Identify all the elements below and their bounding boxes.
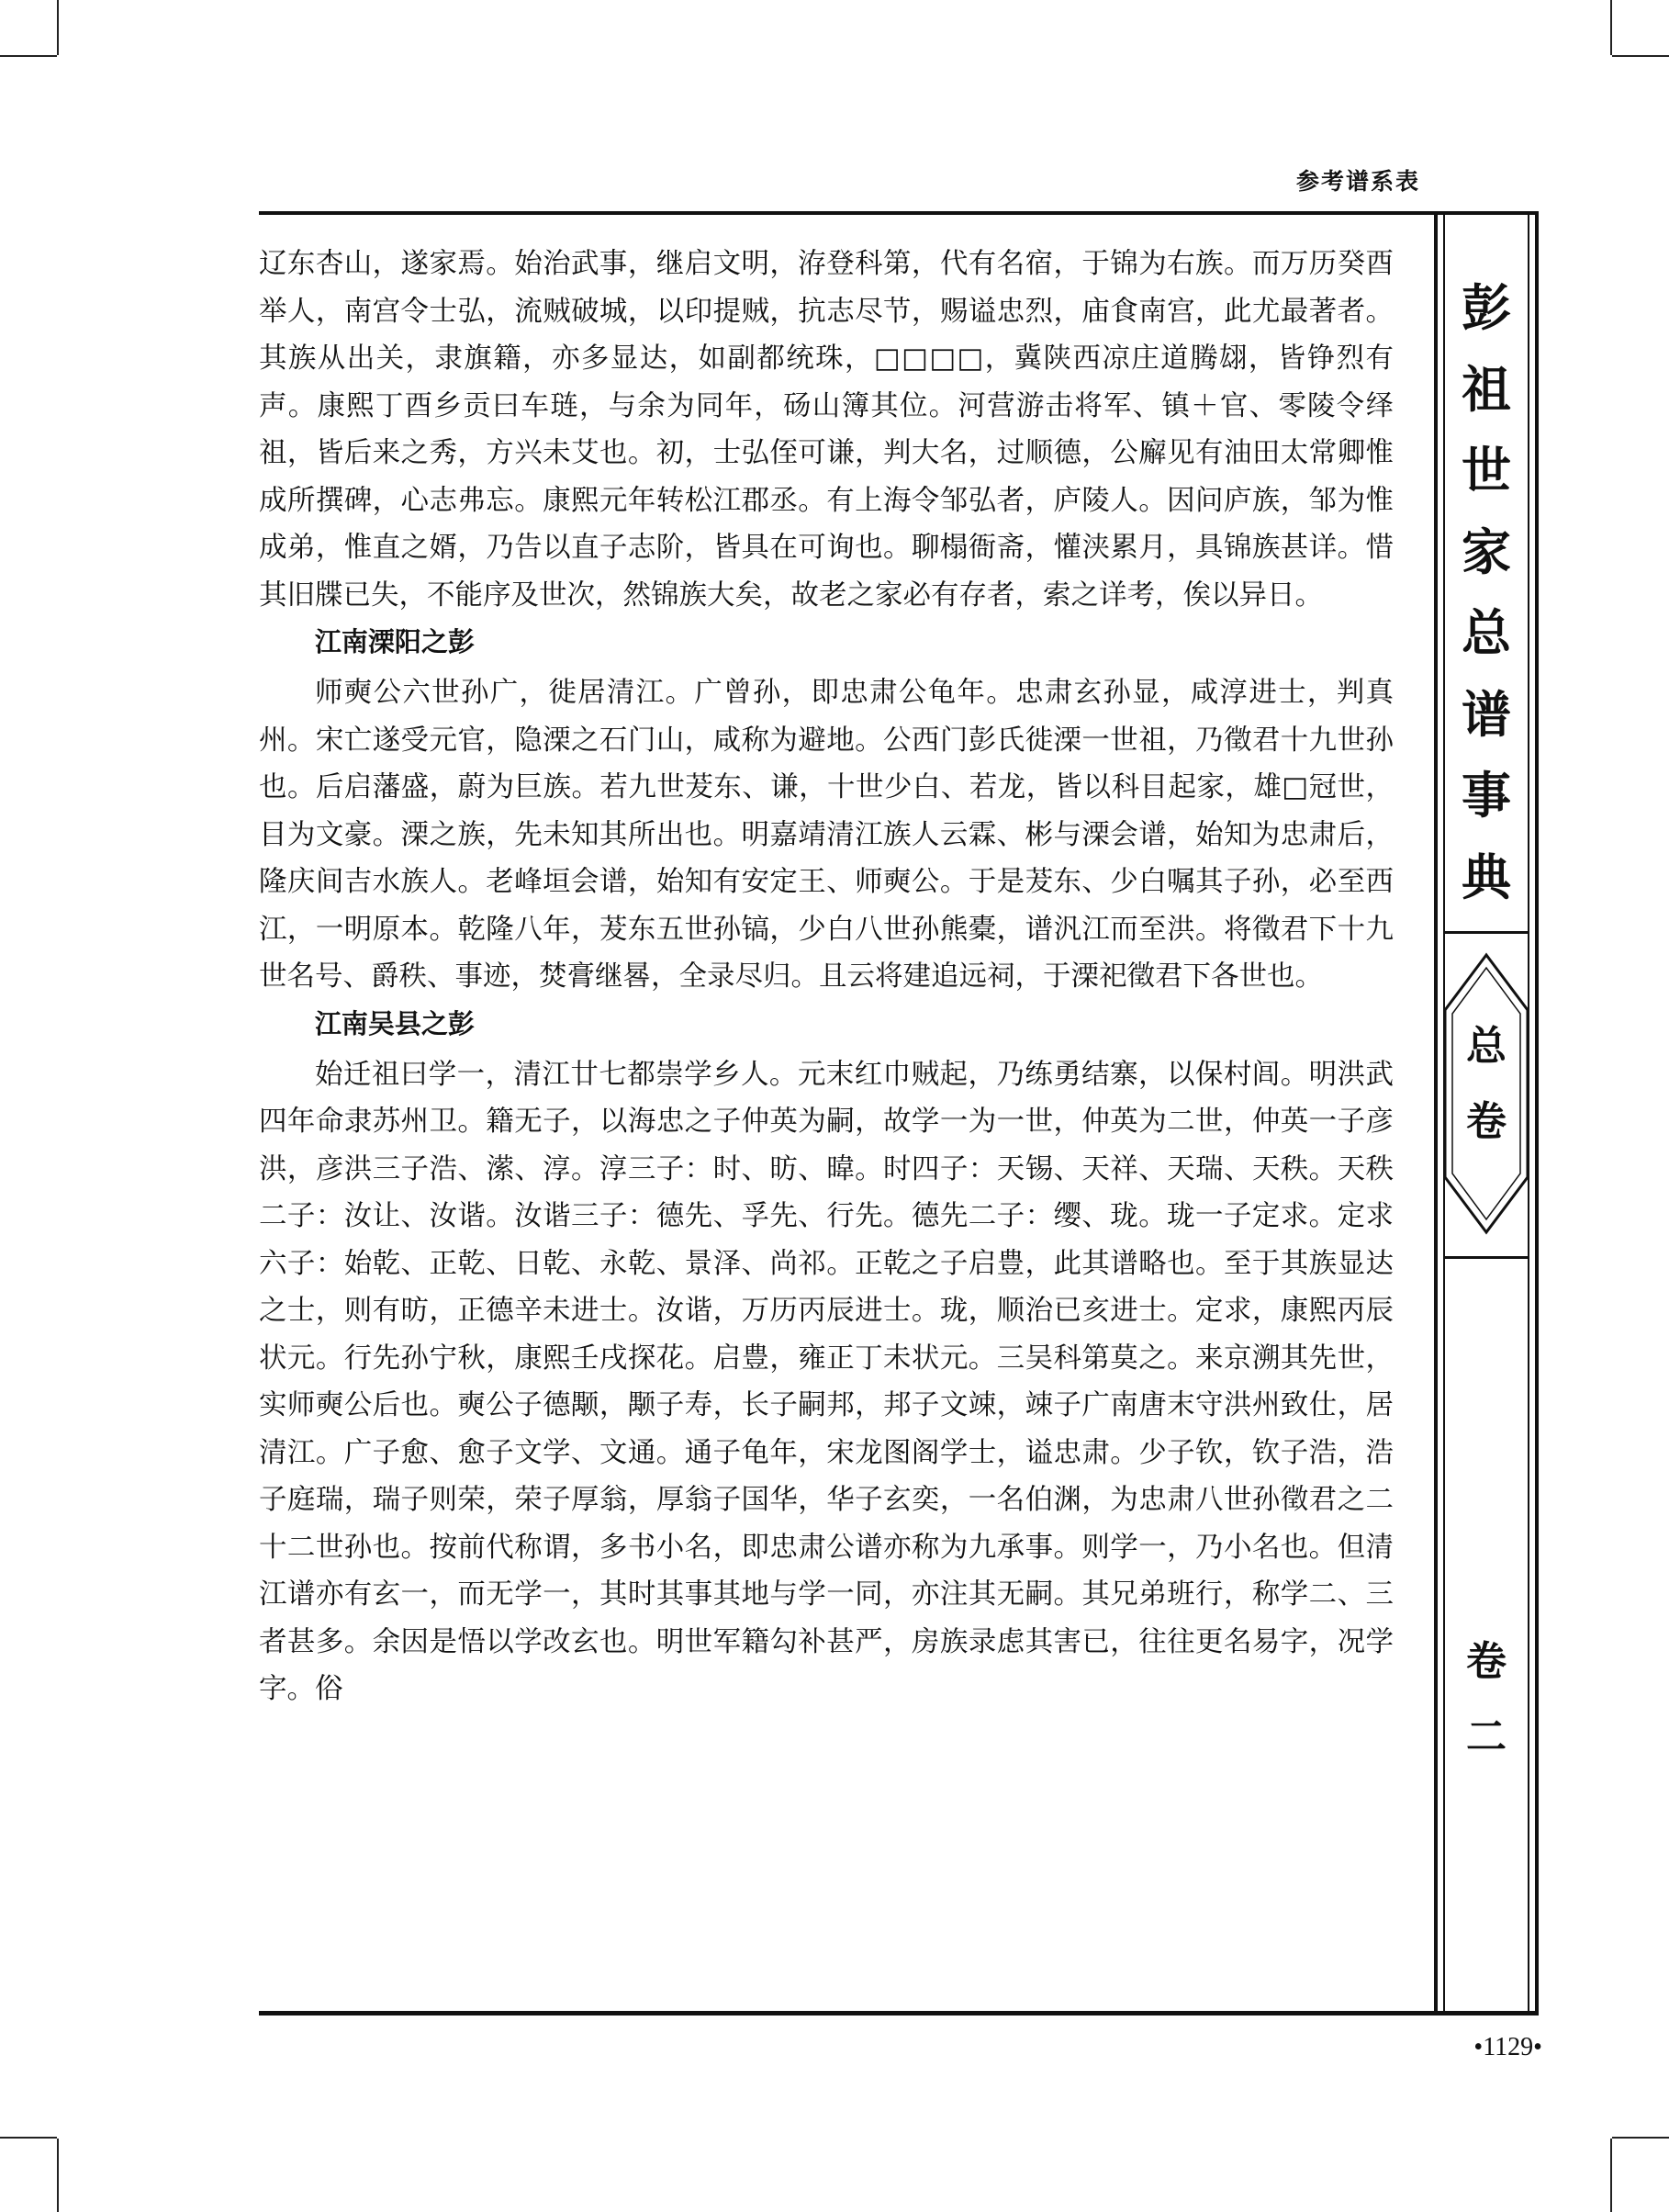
section-heading: 江南吴县之彭 xyxy=(314,1007,475,1039)
volume-char: 二 xyxy=(1466,1713,1507,1760)
sidebar-divider xyxy=(1443,931,1529,934)
section-char: 卷 xyxy=(1466,1098,1507,1145)
sidebar-volume-label xyxy=(1443,1634,1529,1765)
sidebar-book-title xyxy=(1443,268,1529,918)
title-char: 事 xyxy=(1462,767,1511,825)
sidebar-divider xyxy=(1443,1256,1529,1259)
title-char: 世 xyxy=(1462,442,1511,500)
title-char: 总 xyxy=(1462,604,1511,662)
title-char: 家 xyxy=(1462,522,1511,581)
paragraph: 始迁祖曰学一，清江廿七都崇学乡人。元末红巾贼起，乃练勇结寨，以保村闾。明洪武四年命隶苏州卫。籍无子，以海忠之子仲英为嗣，故学一为一世，仲英为二世，仲英一子彦洪，彦洪三子浩、潆、淳。淳三子：时、昉、暐。时四子：天锡、天祥、天瑞、天秩。天秩二子：汝让、汝谐。汝谐三子：德先、孚先、行先。德先二子：缨、珑。珑一子定求。定求六子：始乾、正乾、日乾、永乾、景泽、尚祁。正乾之子启豊，此其谱略也。至于其族显达之士，则有昉，正德辛未进士。汝谐，万历丙辰进士。珑，顺治已亥进士。定求，康熙丙辰状元。行先孙宁秋，康熙壬戌探花。启豊，雍正丁未状元。三吴科第莫之。来京溯其先世，实师奭公后也。奭公子德颙，颙子寿，长子嗣邦，邦子文竦，竦子广南唐末守洪州致仕，居清江。广子愈、愈子文学、文通。通子龟年，宋龙图阁学士，谥忠肃。少子钦，钦子浩，浩子庭瑞，瑞子则荣，荣子厚翁，厚翁子国华，华子玄奕，一名伯渊，为忠肃八世孙徵君之二十二世孙也。按前代称谓，多书小名，即忠肃公谱亦称为九承事。则学一，乃小名也。但清江谱亦有玄一，而无学一，其时其事其地与学一同，亦注其无嗣。其兄弟班行，称学二、三者甚多。余因是悟以学改玄也。明世军籍勾补甚严，房族录虑其害已，往往更名易字，况学字。俗 xyxy=(259,1058,1394,1705)
crop-mark xyxy=(1612,55,1669,57)
crop-mark xyxy=(0,55,57,57)
volume-char: 卷 xyxy=(1466,1638,1507,1685)
crop-mark xyxy=(57,0,59,55)
section-heading: 江南溧阳之彭 xyxy=(314,626,475,657)
title-char: 彭 xyxy=(1462,279,1511,337)
title-char: 祖 xyxy=(1462,360,1511,419)
crop-mark xyxy=(1610,2139,1612,2212)
section-char: 总 xyxy=(1466,1023,1507,1070)
top-rule xyxy=(259,211,1539,215)
crop-mark xyxy=(57,2139,59,2212)
body-text xyxy=(259,241,1394,1985)
paragraph: 辽东杏山，遂家焉。始治武事，继启文明，洊登科第，代有名宿，于锦为右族。而万历癸酉举人，南宫令士弘，流贼破城，以印提贼，抗志尽节，赐谥忠烈，庙食南宫，此尤最著者。其族从出关，隶旗籍，亦多显达，如副都统珠，□□□□，冀陕西凉庄道腾翃，皆铮烈有声。康熙丁酉乡贡曰车琏，与余为同年，砀山簿其位。河营游击将军、镇＋官、零陵令绎祖，皆后来之秀，方兴未艾也。初，士弘侄可谦，判大名，过顺德，公廨见有油田太常卿惟成所撰碑，心志弗忘。康熙元年转松江郡丞。有上海令邹弘者，庐陵人。因问庐族，邹为惟成弟，惟直之婿，乃告以直子志阶，皆具在可询也。聊榻衙斋，懽浃累月，具锦族甚详。惜其旧牒已失，不能序及世次，然锦族大矣，故老之家必有存者，索之详考，俟以异日。 xyxy=(259,248,1394,612)
crop-mark xyxy=(1612,2137,1669,2139)
title-char: 谱 xyxy=(1462,685,1511,744)
bottom-rule xyxy=(259,2011,1539,2016)
title-char: 典 xyxy=(1462,848,1511,906)
paragraph: 师奭公六世孙广，徙居清江。广曾孙，即忠肃公龟年。忠肃玄孙显，咸淳进士，判真州。宋亡遂受元官，隐溧之石门山，咸称为避地。公西门彭氏徙溧一世祖，乃徵君十九世孙也。后启藩盛，蔚为巨族。若九世茇东、谦，十世少白、若龙，皆以科目起家，雄□冠世，目为文豪。溧之族，先未知其所出也。明嘉靖清江族人云霖、彬与溧会谱，始知为忠肃后，隆庆间吉水族人。老峰垣会谱，始知有安定王、师奭公。于是茇东、少白嘱其子孙，必至西江，一明原本。乾隆八年，茇东五世孙镐，少白八世孙熊橐，谱汎江而至洪。将徵君下十九世名号、爵秩、事迹，焚膏继晷，全录尽归。且云将建追远祠，于溧祀徵君下各世也。 xyxy=(259,677,1394,993)
sidebar-section-label xyxy=(1443,1019,1529,1150)
page-number: •1129• xyxy=(1473,2033,1542,2061)
crop-mark xyxy=(0,2137,57,2139)
crop-mark xyxy=(1610,0,1612,55)
running-head: 参考谱系表 xyxy=(1296,168,1421,195)
